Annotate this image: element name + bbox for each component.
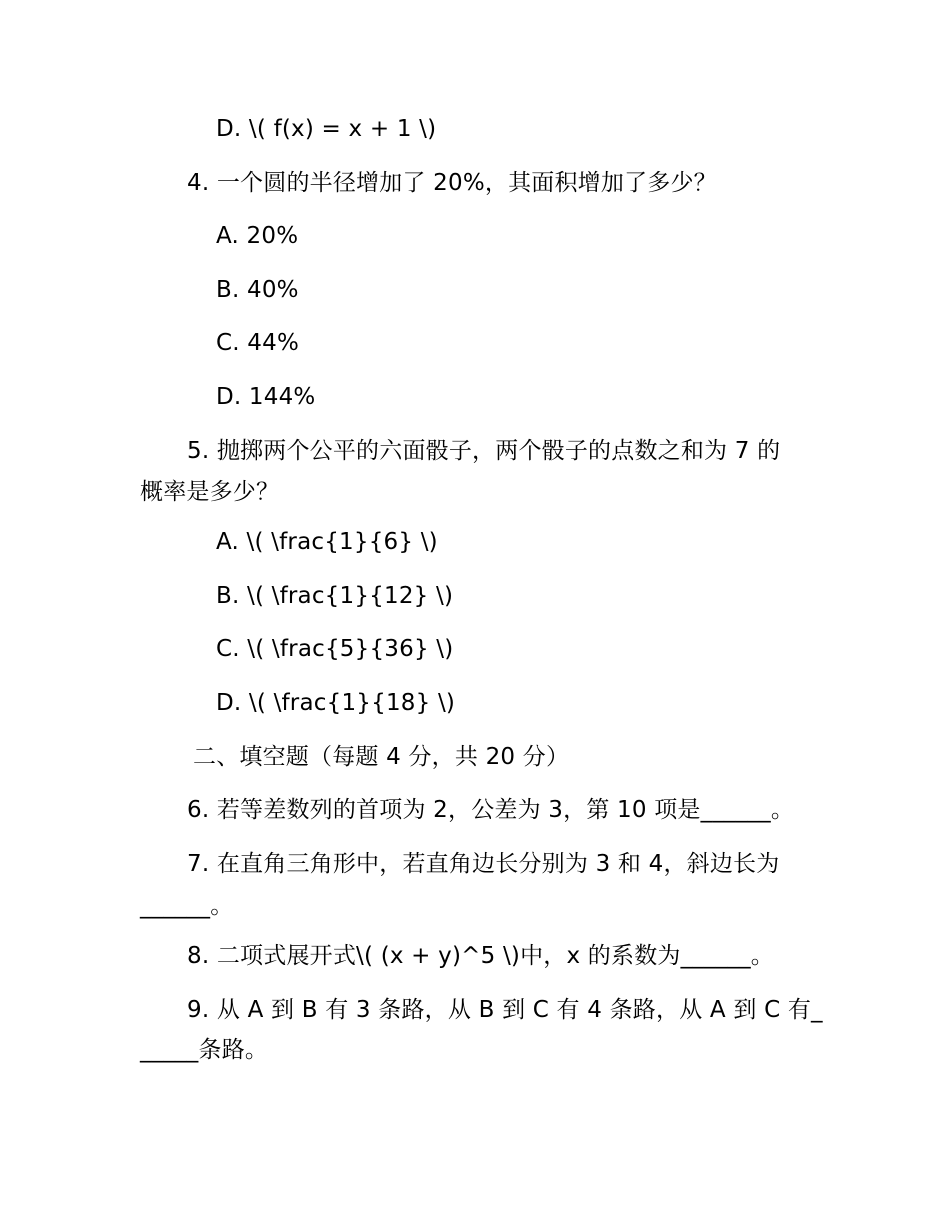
q8-stem: 8. 二项式展开式\( (x + y)^5 \)中，x 的系数为______。: [187, 943, 775, 969]
q7-stem-line1: 7. 在直角三角形中，若直角边长分别为 3 和 4，斜边长为: [187, 851, 780, 877]
q5-option-d: D. \( \frac{1}{18} \): [216, 690, 456, 716]
q4-option-a: A. 20%: [216, 223, 299, 249]
q5-option-b: B. \( \frac{1}{12} \): [216, 583, 454, 609]
q5-stem-line1: 5. 抛掷两个公平的六面骰子，两个骰子的点数之和为 7 的: [187, 438, 781, 464]
q4-option-b: B. 40%: [216, 277, 299, 303]
section2-title: 二、填空题（每题 4 分，共 20 分）: [193, 744, 570, 770]
q9-stem-line2: _____条路。: [140, 1037, 269, 1063]
q5-option-a: A. \( \frac{1}{6} \): [216, 529, 438, 555]
q4-stem: 4. 一个圆的半径增加了 20%，其面积增加了多少？: [187, 170, 717, 196]
q4-option-d: D. 144%: [216, 384, 316, 410]
q4-option-c: C. 44%: [216, 330, 300, 356]
q5-stem-line2: 概率是多少？: [140, 479, 280, 505]
q9-stem-line1: 9. 从 A 到 B 有 3 条路，从 B 到 C 有 4 条路，从 A 到 C 有_: [187, 997, 823, 1023]
q5-option-c: C. \( \frac{5}{36} \): [216, 636, 454, 662]
q6-stem: 6. 若等差数列的首项为 2，公差为 3，第 10 项是______。: [187, 797, 795, 823]
q3-option-d: D. \( f(x) = x + 1 \): [216, 116, 437, 142]
q7-stem-line2: ______。: [140, 893, 234, 919]
